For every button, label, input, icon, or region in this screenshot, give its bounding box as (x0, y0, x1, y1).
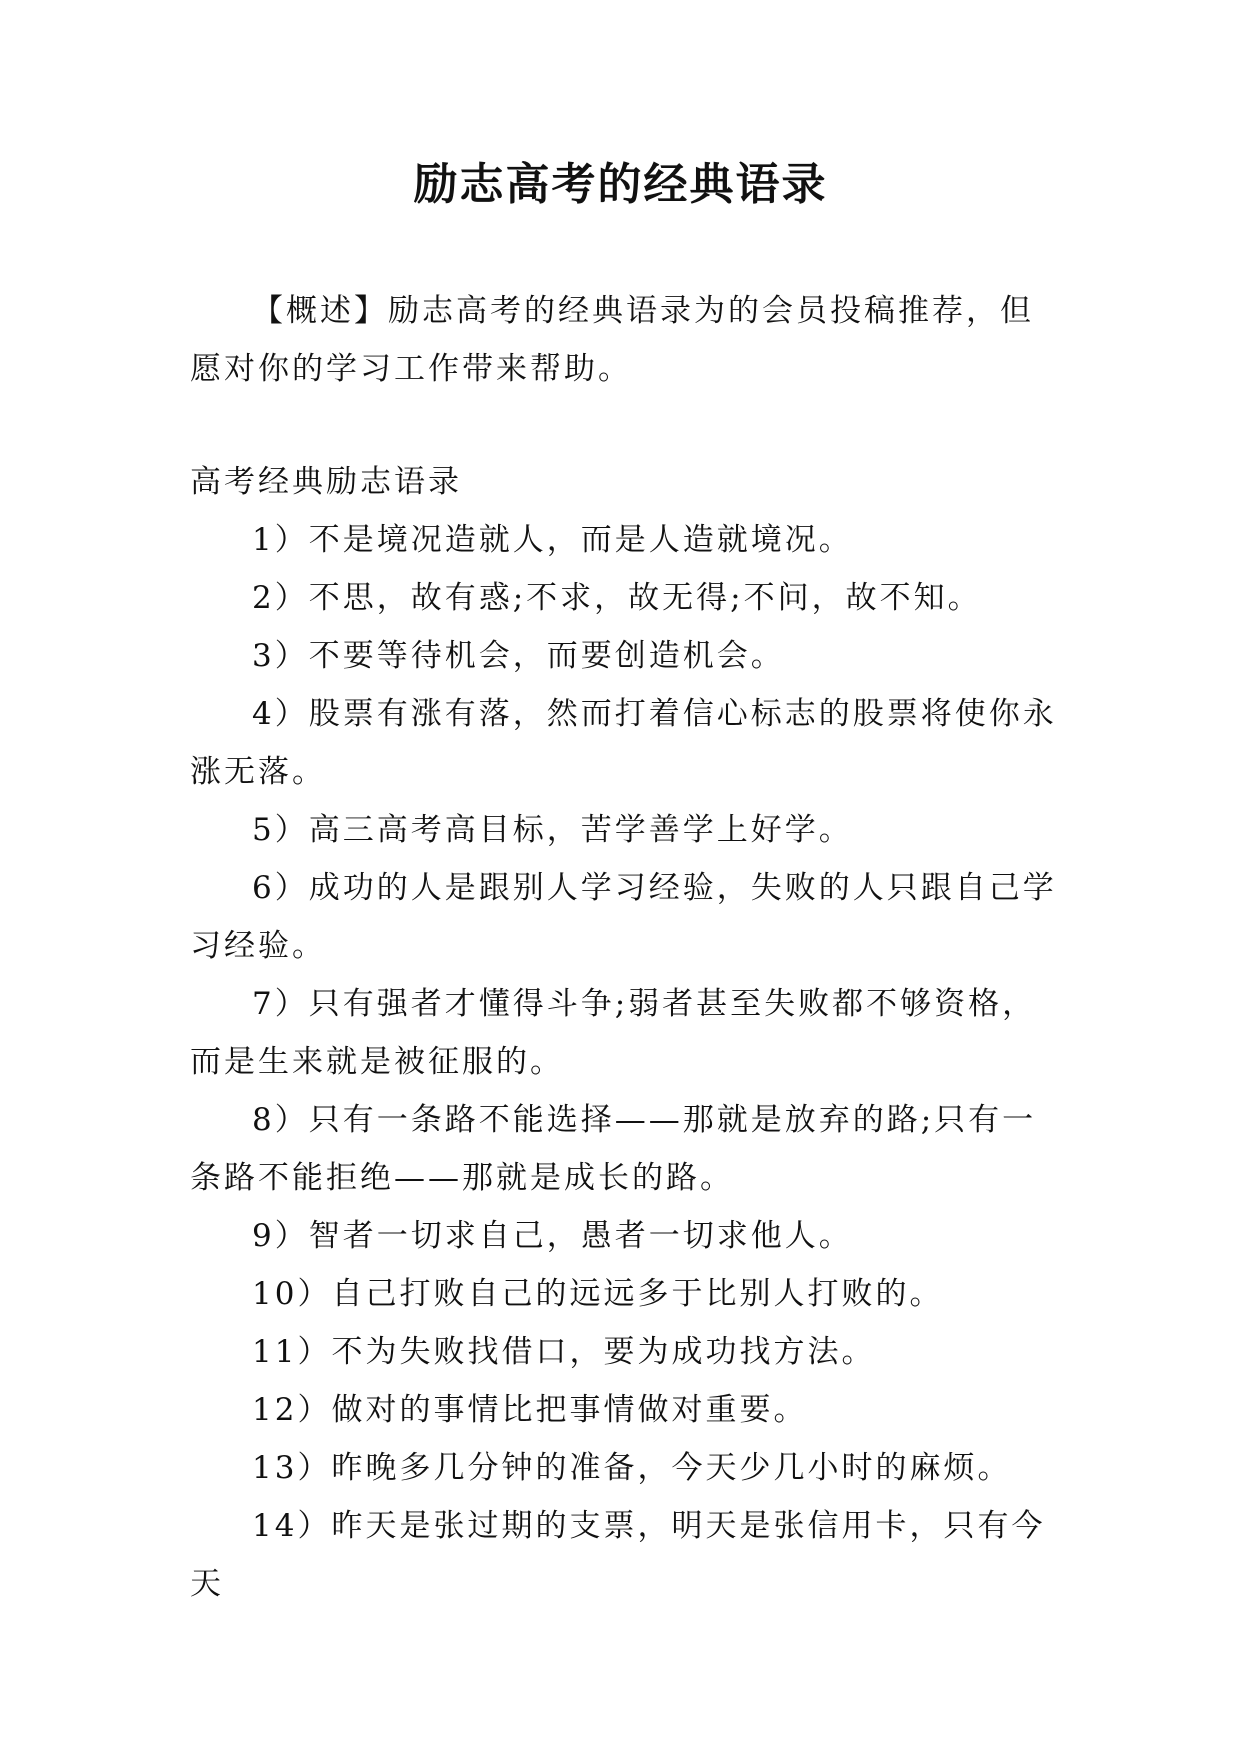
list-item: 10）自己打败自己的远远多于比别人打败的。 (252, 1276, 944, 1312)
list-item: 11）不为失败找借口，要为成功找方法。 (252, 1334, 876, 1370)
section-heading: 高考经典励志语录 (190, 464, 462, 500)
list-item: 6）成功的人是跟别人学习经验，失败的人只跟自己学习经验。 (190, 870, 1057, 964)
document-title: 励志高考的经典语录 (413, 159, 828, 210)
list-item: 5）高三高考高目标，苦学善学上好学。 (252, 812, 853, 848)
list-item: 14）昨天是张过期的支票，明天是张信用卡，只有今天 (190, 1508, 1046, 1602)
list-item: 2）不思，故有惑;不求，故无得;不问，故不知。 (252, 580, 982, 616)
list-item: 3）不要等待机会，而要创造机会。 (252, 638, 785, 674)
document-body (190, 282, 1060, 1613)
list-item: 4）股票有涨有落，然而打着信心标志的股票将使你永涨无落。 (190, 696, 1057, 790)
list-item: 8）只有一条路不能选择——那就是放弃的路;只有一条路不能拒绝——那就是成长的路。 (190, 1102, 1037, 1196)
list-item: 1）不是境况造就人，而是人造就境况。 (252, 522, 853, 558)
list-item: 12）做对的事情比把事情做对重要。 (252, 1392, 808, 1428)
list-item: 13）昨晚多几分钟的准备，今天少几小时的麻烦。 (252, 1450, 1012, 1486)
list-item: 7）只有强者才懂得斗争;弱者甚至失败都不够资格，而是生来就是被征服的。 (190, 986, 1037, 1080)
summary-paragraph: 【概述】励志高考的经典语录为的会员投稿推荐，但愿对你的学习工作带来帮助。 (190, 293, 1034, 387)
list-item: 9）智者一切求自己，愚者一切求他人。 (252, 1218, 853, 1254)
